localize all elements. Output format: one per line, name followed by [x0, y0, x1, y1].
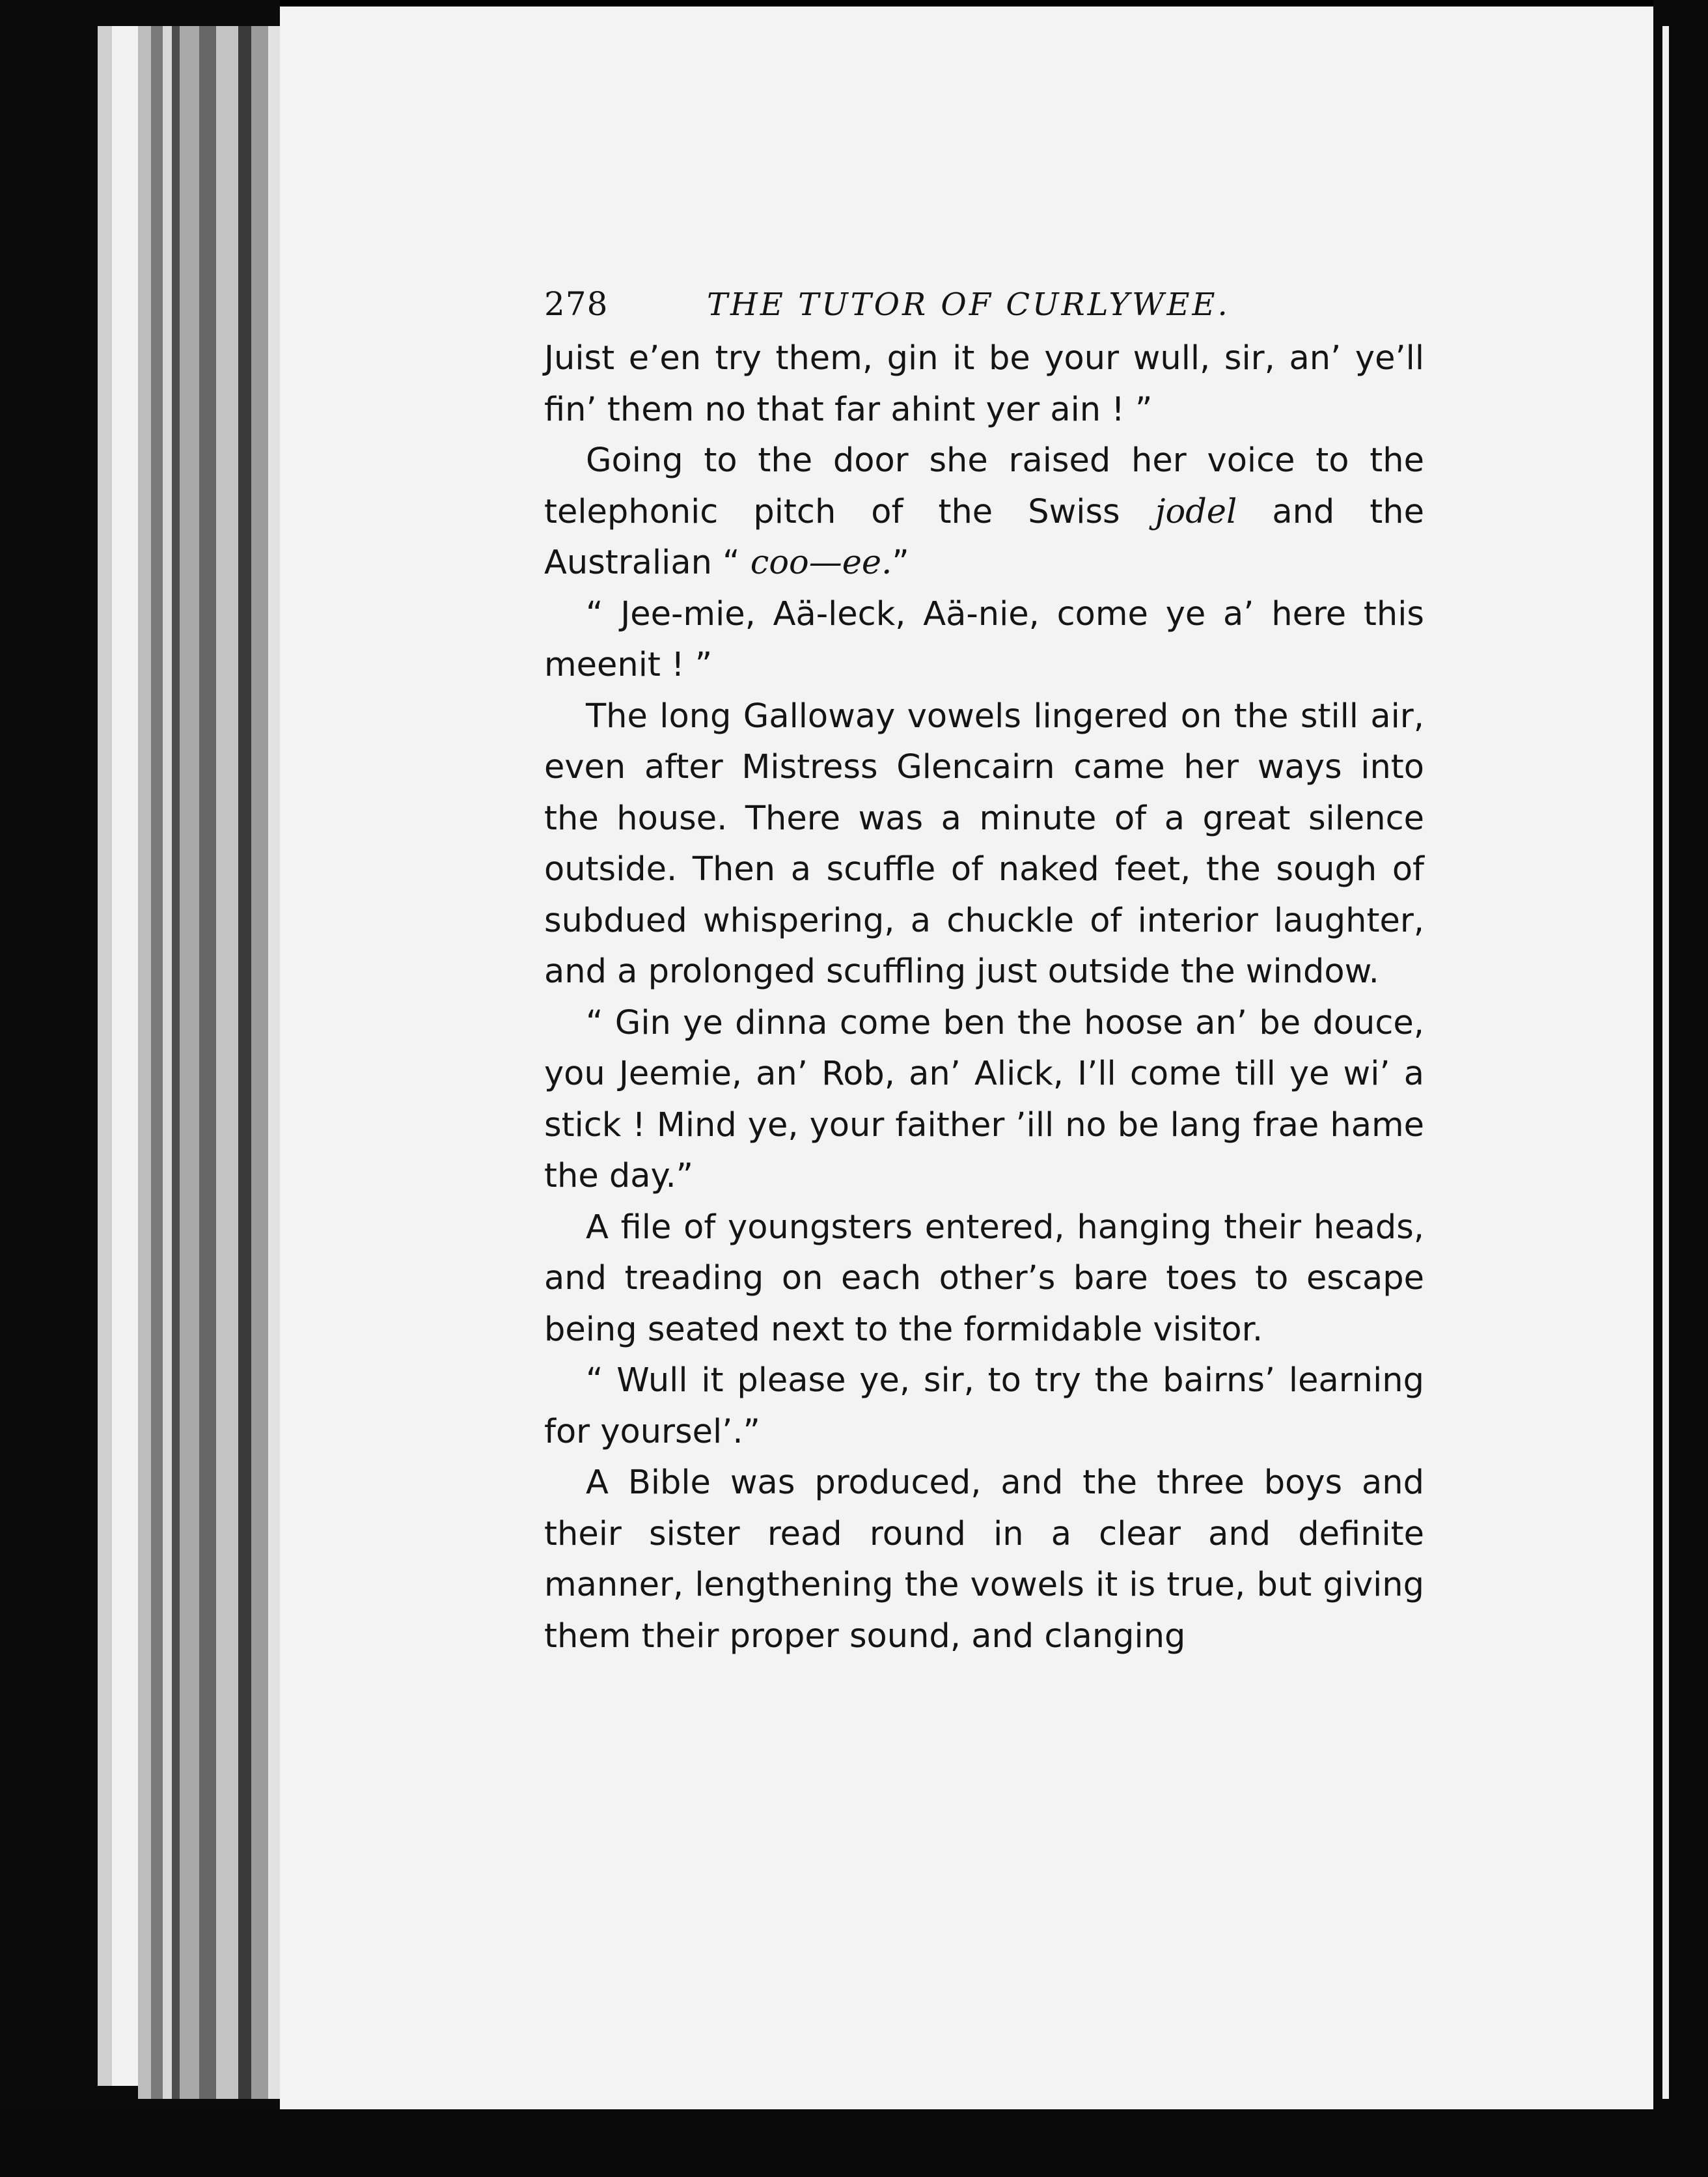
page-text: [544, 279, 1424, 1662]
bottom-scan-border: [0, 2109, 1708, 2177]
italic-word-jodel: jodel: [1155, 492, 1237, 531]
running-head: [544, 279, 1424, 331]
paragraph-file-of-youngsters: A file of youngsters entered, hanging their heads, and treading on each other’s bare toes to escape being seated next to the formidable visitor.: [544, 1208, 1424, 1349]
paragraph-going-to-door: [544, 436, 1424, 589]
paragraph-continuation: Juist e’en try them, gin it be your wull, sir, an’ ye’ll fin’ them no that far ahint yer ain ! ”: [544, 339, 1424, 429]
paragraph-gin-ye-dinna: “ Gin ye dinna come ben the hoose an’ be douce, you Jeemie, an’ Rob, an’ Alick, I’ll come till ye wi’ a stick ! Mind ye, your faither ’ill no be lang frae hame the day.”: [544, 1003, 1424, 1195]
paragraph-call: “ Jee-mie, Aä-leck, Aä-nie, come ye a’ here this meenit ! ”: [544, 594, 1424, 684]
italic-word-cooee: coo—ee.: [750, 544, 892, 582]
paragraph-text: ”: [892, 544, 909, 582]
page-number: 278: [544, 285, 609, 323]
paragraph-text: and the Australian “: [544, 492, 1424, 582]
book-spine-edge: [0, 0, 280, 2177]
paragraph-text: Going to the door she raised her voice to the telephonic pitch of the Swiss: [544, 441, 1424, 531]
next-page-edge: [1653, 0, 1708, 2177]
paragraph-bible: A Bible was produced, and the three boys and their sister read round in a clear and definite manner, lengthening the vowels it is true, but giving them their proper sound, and clanging: [544, 1463, 1424, 1656]
book-title: THE TUTOR OF CURLYWEE.: [707, 286, 1230, 323]
paragraph-wull-it-please: “ Wull it please ye, sir, to try the bairns’ learning for yoursel’.”: [544, 1361, 1424, 1451]
paragraph-galloway-vowels: The long Galloway vowels lingered on the still air, even after Mistress Glencairn came her ways into the house. There was a minute of a great silence outside. Then a scuffle of naked feet, the sough of subdued whispering, a chuckle of interior laughter, and a prolonged scuffling just outside the window.: [544, 697, 1424, 991]
